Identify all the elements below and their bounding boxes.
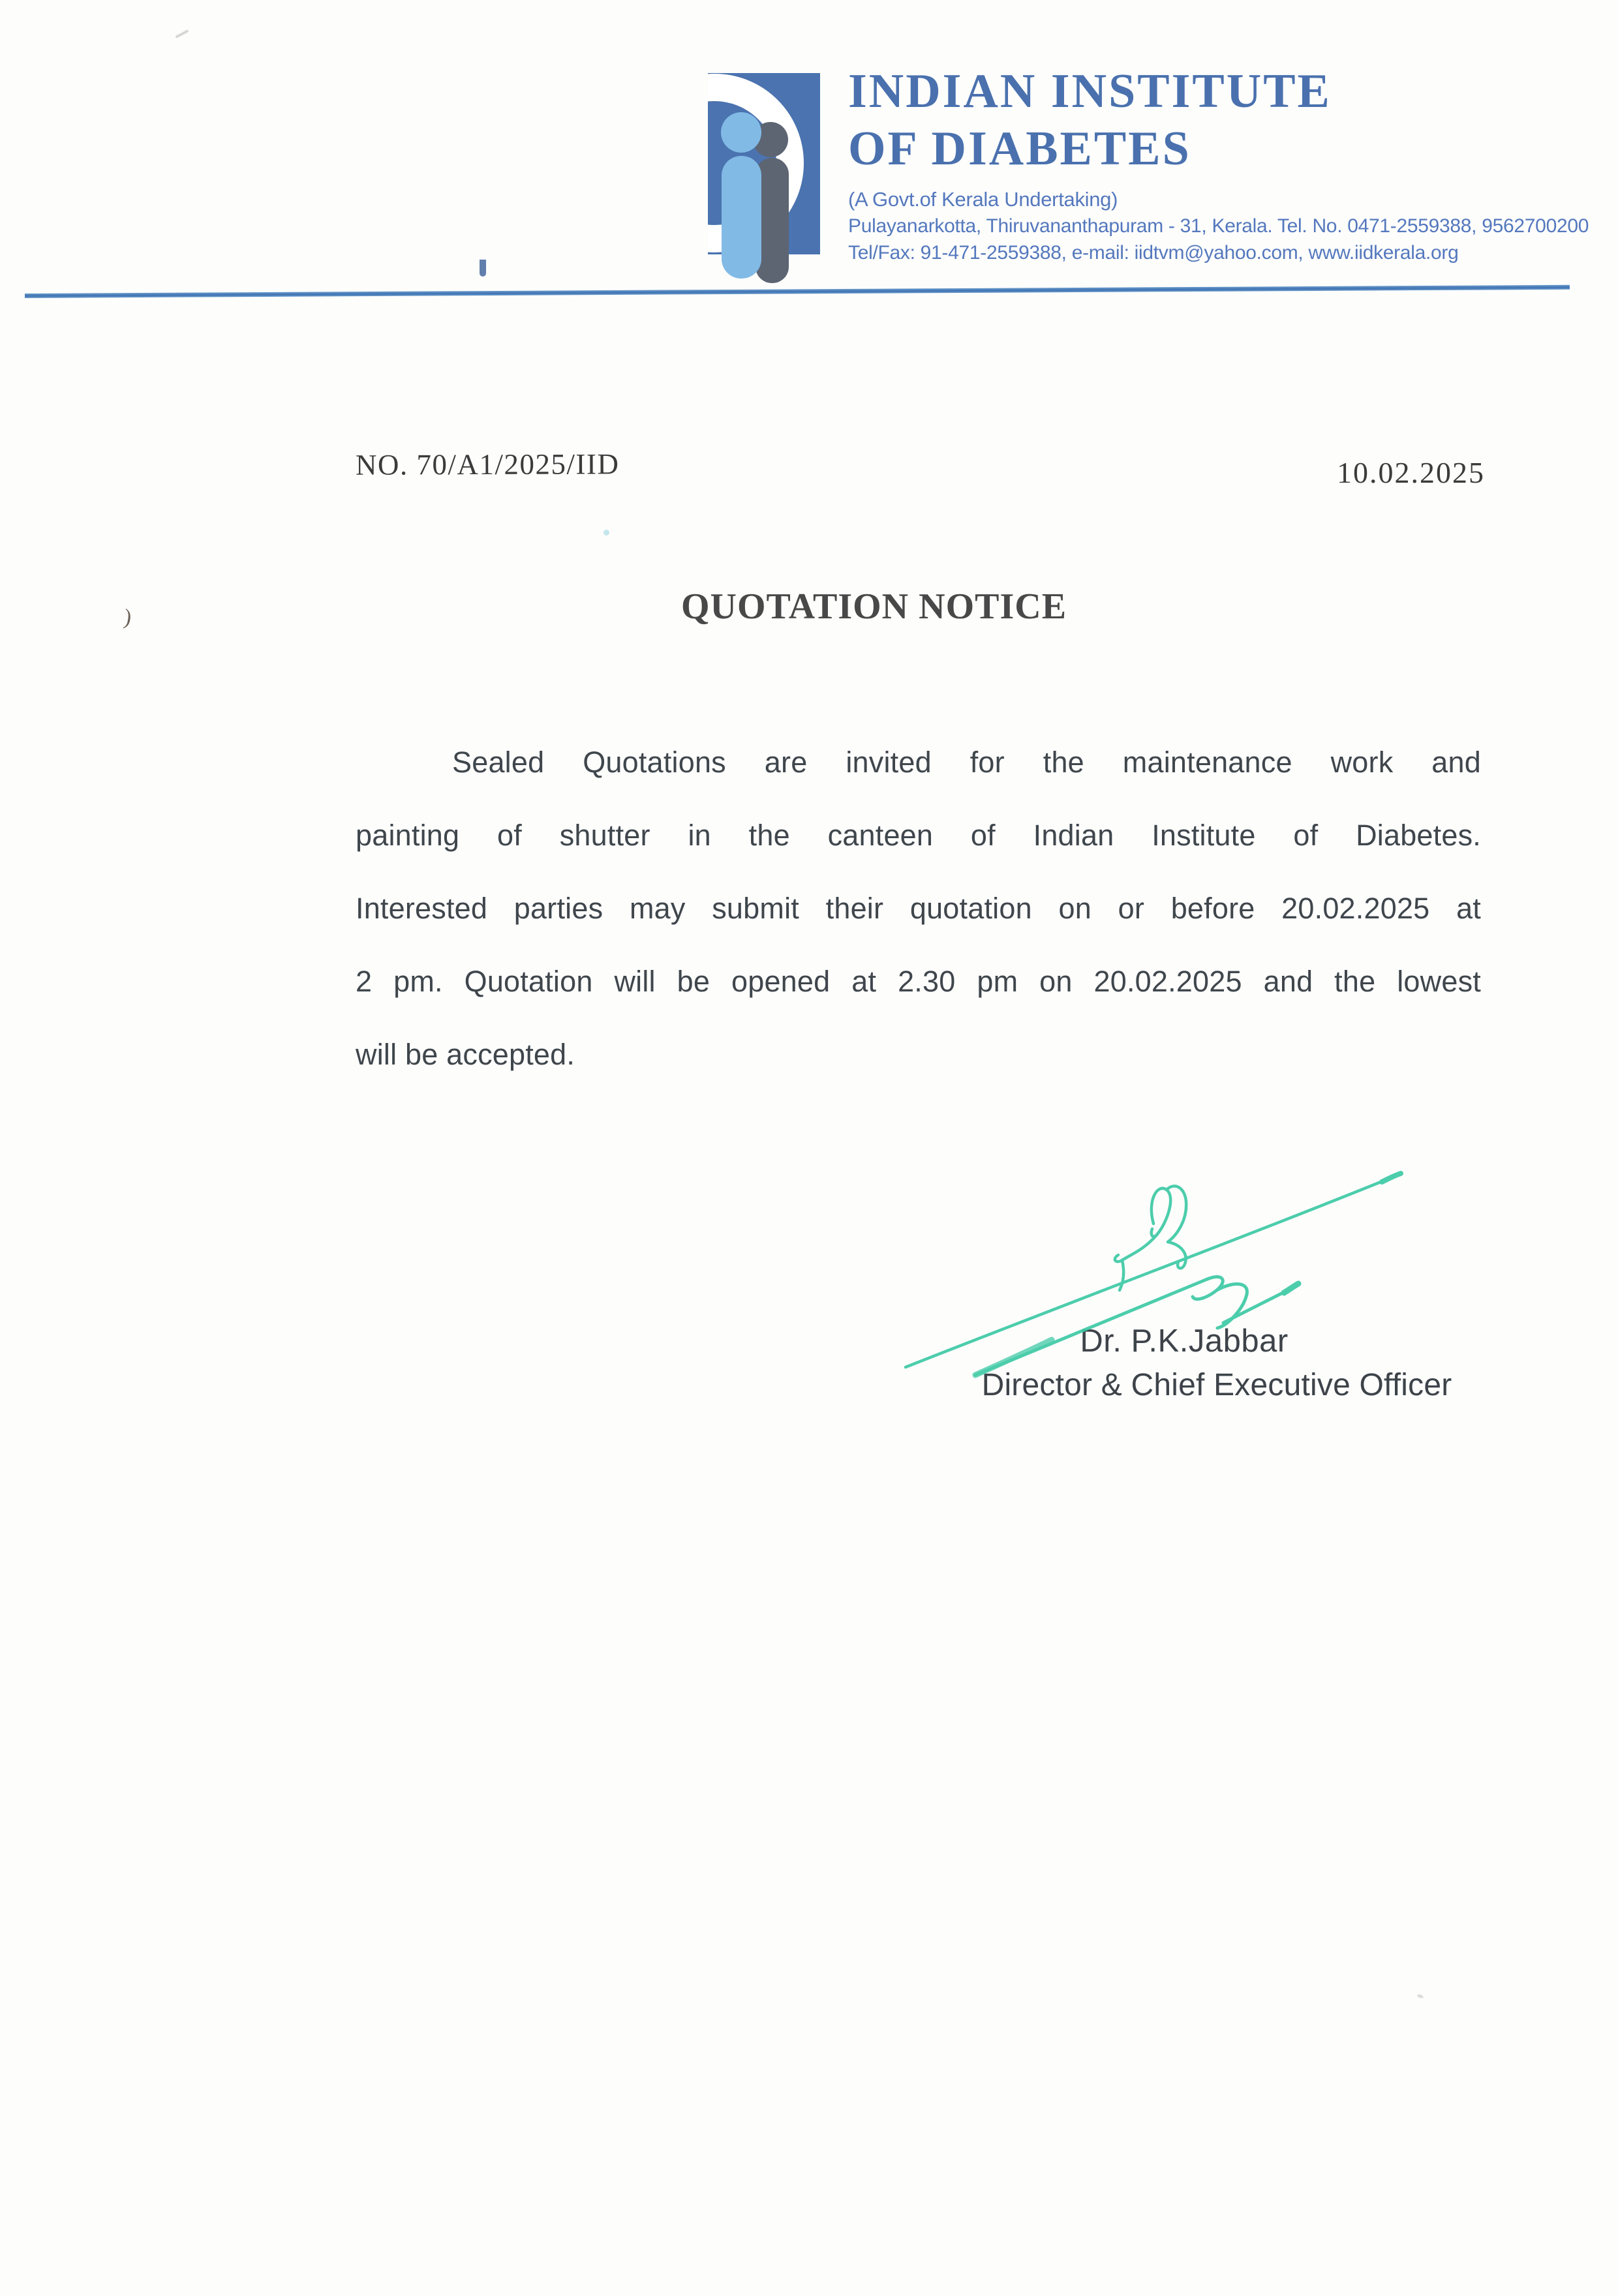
logo-tail-artifact	[480, 260, 486, 277]
notice-title: QUOTATION NOTICE	[680, 586, 1067, 627]
org-contact: Tel/Fax: 91-471-2559388, e-mail: iidtvm@yahoo.com, www.iidkerala.org	[848, 242, 1459, 264]
letter-date: 10.02.2025	[1337, 456, 1485, 489]
org-name-line2: OF DIABETES	[848, 122, 1191, 175]
org-address: Pulayanarkotta, Thiruvananthapuram - 31, Kerala. Tel. No. 0471-2559388, 9562700200	[848, 215, 1589, 237]
signatory-title: Director & Chief Executive Officer	[981, 1368, 1452, 1402]
scan-artifact	[175, 29, 189, 38]
scan-artifact	[1416, 1993, 1424, 1999]
body-line: Sealed Quotations are invited for the maintenance work and	[452, 746, 1481, 779]
org-name-line1: INDIAN INSTITUTE	[848, 65, 1332, 118]
scan-artifact-mark: )	[122, 605, 133, 630]
letterhead	[848, 63, 1592, 266]
body-line: will be accepted.	[356, 1038, 575, 1071]
notice-body	[356, 746, 1481, 1111]
scan-artifact	[603, 530, 609, 536]
org-name	[848, 63, 1592, 177]
body-line: painting of shutter in the canteen of Indian Institute of Diabetes.	[356, 819, 1481, 852]
header-divider	[25, 285, 1570, 298]
org-tagline: (A Govt.of Kerala Undertaking)	[848, 188, 1118, 211]
body-line: 2 pm. Quotation will be opened at 2.30 pm on 20.02.2025 and the lowest	[356, 965, 1481, 998]
signatory-name: Dr. P.K.Jabbar	[1080, 1323, 1289, 1359]
body-line: Interested parties may submit their quotation on or before 20.02.2025 at	[356, 892, 1481, 925]
reference-number: NO. 70/A1/2025/IID	[355, 447, 620, 481]
institute-logo-icon	[708, 73, 820, 285]
